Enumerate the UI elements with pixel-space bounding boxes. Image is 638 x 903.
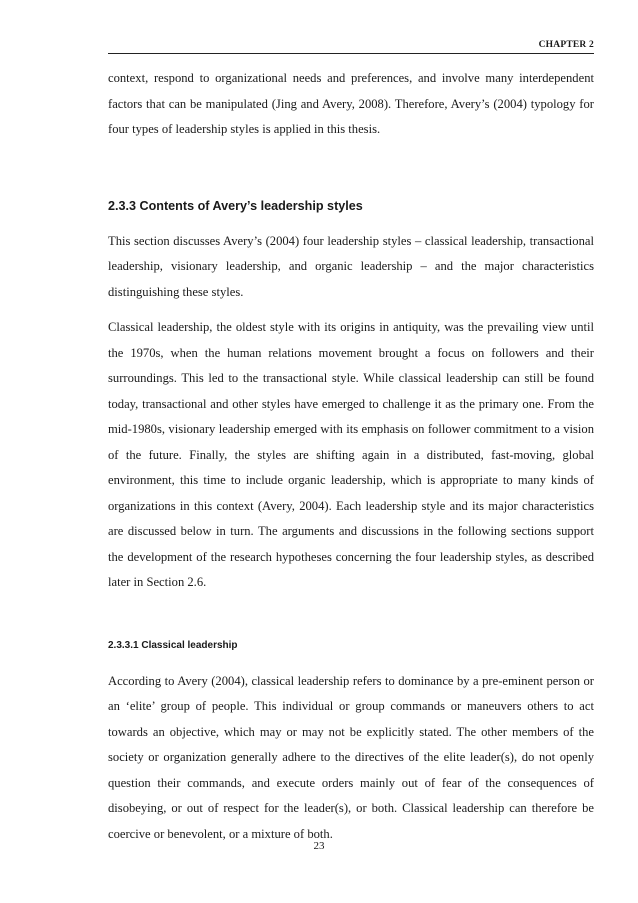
chapter-header: CHAPTER 2 [538,40,594,50]
section-heading: 2.3.3 Contents of Avery’s leadership styles [108,198,363,213]
page-content [108,66,594,847]
spacer [108,216,594,229]
spacer [108,654,594,669]
subsection-heading: 2.3.3.1 Classical leadership [108,639,238,651]
spacer [108,143,594,196]
paragraph-section-overview: This section discusses Avery’s (2004) four leadership styles – classical leadership, transactional leadership, visionary leadership, and organic leadership – and the major characteristics distinguishing these styles. [108,233,594,299]
paragraph-style-history: Classical leadership, the oldest style with its origins in antiquity, was the prevailing view until the 1970s, when the human relations movement brought a focus on followers and their surroundings. This led to the transactional style. While classical leadership can still be found today, transactional and other styles have emerged to challenge it as the primary one. From the mid-1980s, visionary leadership emerged with its emphasis on follower commitment to a vision of the future. Finally, the styles are shifting again in a distributed, fast-moving, global environment, this time to include organic leadership, which is appropriate to many kinds of organizations in this context (Avery, 2004). Each leadership style and its major characteristics are discussed below in turn. The arguments and discussions in the following sections support the development of the research hypotheses concerning the four leadership styles, as described later in Section 2.6. [108,320,594,589]
spacer [108,596,594,638]
paragraph-classical-leadership: According to Avery (2004), classical leadership refers to dominance by a pre-eminent person or an ‘elite’ group of people. This individual or group commands or maneuvers others to act towards an objective, which may or may not be explicitly stated. The other members of the society or organization generally adhere to the directives of the elite leader(s), do not openly question their commands, and execute orders mainly out of fear of the consequences of disobeying, or out of respect for the leader(s), or both. Classical leadership can therefore be coercive or benevolent, or a mixture of both. [108,673,594,841]
spacer [108,305,594,315]
paragraph-intro-continuation: context, respond to organizational needs and preferences, and involve many interdependent factors that can be manipulated (Jing and Avery, 2008). Therefore, Avery’s (2004) typology for four types of leadership styles is applied in this thesis. [108,71,594,136]
page-number: 23 [313,840,325,852]
header-rule [108,53,594,54]
